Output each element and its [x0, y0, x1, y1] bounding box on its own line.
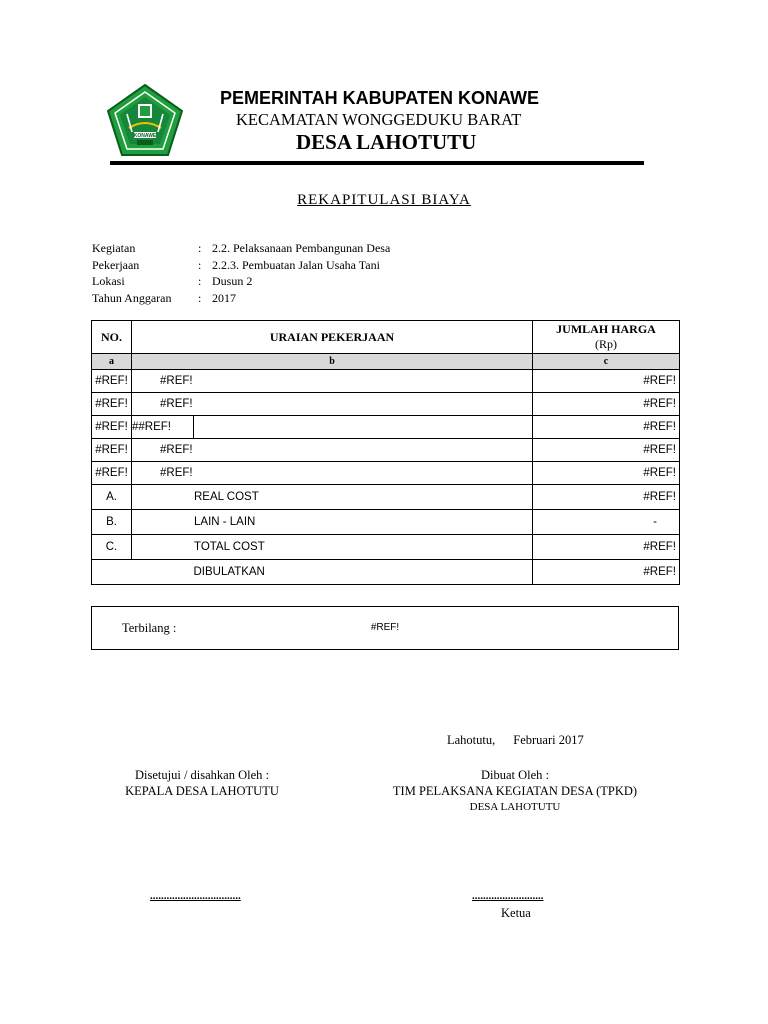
- summary-price: #REF!: [533, 535, 680, 560]
- signature-right-caption: Dibuat Oleh :: [480, 768, 550, 782]
- info-label: Tahun Anggaran: [92, 290, 172, 305]
- header-government: PEMERINTAH KABUPATEN KONAWE: [220, 88, 539, 108]
- info-row-pekerjaan: [92, 257, 390, 274]
- row-price: #REF!: [533, 462, 680, 485]
- signature-right-subtitle: DESA LAHOTUTU: [469, 801, 561, 813]
- info-separator: :: [198, 274, 202, 288]
- konawe-logo: [107, 84, 183, 156]
- letter-c: c: [533, 354, 680, 370]
- summary-price: #REF!: [533, 485, 680, 510]
- table-row: [92, 462, 680, 485]
- letter-a: a: [92, 354, 132, 370]
- row-price: #REF!: [533, 439, 680, 462]
- terbilang-box: [91, 606, 679, 650]
- summary-row-lain-lain: [92, 510, 680, 535]
- logo-text: KONAWE: [133, 133, 157, 139]
- info-block: [92, 240, 390, 306]
- header-description: URAIAN PEKERJAAN: [132, 321, 533, 354]
- info-row-tahun: [92, 290, 390, 307]
- terbilang-label: Terbilang :: [122, 621, 177, 635]
- table-row: [92, 393, 680, 416]
- signature-date: [447, 733, 584, 748]
- row-description: ##REF!: [132, 416, 194, 439]
- header-district: KECAMATAN WONGGEDUKU BARAT: [236, 110, 522, 129]
- row-no: #REF!: [92, 439, 132, 462]
- document-title-text: REKAPITULASI BIAYA: [297, 192, 471, 208]
- summary-row-total-cost: [92, 535, 680, 560]
- info-value: 2.2. Pelaksanaan Pembangunan Desa: [212, 241, 391, 255]
- info-label: Kegiatan: [92, 241, 136, 255]
- signature-left: [108, 767, 296, 799]
- header-village: DESA LAHOTUTU: [296, 130, 477, 154]
- signature-left-title: KEPALA DESA LAHOTUTU: [125, 784, 279, 798]
- info-separator: :: [198, 257, 202, 272]
- row-description: #REF!: [132, 439, 533, 462]
- signature-place: Lahotutu,: [447, 733, 496, 747]
- header-no: NO.: [92, 321, 132, 354]
- summary-price: -: [533, 510, 680, 535]
- row-no: #REF!: [92, 462, 132, 485]
- summary-description: REAL COST: [132, 485, 533, 510]
- header-price-label: JUMLAH HARGA: [556, 322, 656, 336]
- info-row-lokasi: [92, 273, 390, 290]
- summary-row-dibulatkan: [92, 560, 680, 585]
- summary-description: DIBULATKAN: [132, 560, 533, 585]
- signature-right: [380, 767, 650, 815]
- summary-price: #REF!: [533, 560, 680, 585]
- info-label: Pekerjaan: [92, 257, 140, 272]
- row-no: #REF!: [92, 393, 132, 416]
- summary-no: A.: [92, 485, 132, 510]
- info-value: Dusun 2: [212, 274, 253, 288]
- header-price-unit: (Rp): [595, 337, 617, 351]
- cost-table: [91, 320, 680, 585]
- info-value: 2.2.3. Pembuatan Jalan Usaha Tani: [212, 257, 380, 272]
- signature-right-line: ..........................: [472, 890, 544, 902]
- signature-left-caption: Disetujui / disahkan Oleh :: [134, 768, 269, 782]
- row-no: #REF!: [92, 370, 132, 393]
- table-header-row: [92, 321, 680, 354]
- summary-description: LAIN - LAIN: [132, 510, 533, 535]
- info-row-kegiatan: [92, 240, 390, 257]
- row-price: #REF!: [533, 370, 680, 393]
- info-separator: :: [198, 241, 202, 255]
- row-description: #REF!: [132, 393, 533, 416]
- summary-no: B.: [92, 510, 132, 535]
- row-price: #REF!: [533, 393, 680, 416]
- document-title: [0, 192, 768, 209]
- table-letter-row: [92, 354, 680, 370]
- table-row: [92, 439, 680, 462]
- row-no: #REF!: [92, 416, 132, 439]
- signature-right-role: Ketua: [501, 906, 531, 920]
- signature-right-title: TIM PELAKSANA KEGIATAN DESA (TPKD): [392, 784, 638, 798]
- row-description: #REF!: [132, 462, 533, 485]
- letter-b: b: [132, 354, 533, 370]
- info-separator: :: [198, 290, 202, 305]
- summary-description: TOTAL COST: [132, 535, 533, 560]
- info-value: 2017: [212, 290, 236, 305]
- row-description: #REF!: [132, 370, 533, 393]
- row-empty-cell: [194, 416, 533, 439]
- summary-row-real-cost: [92, 485, 680, 510]
- signature-left-line: .................................: [150, 890, 241, 902]
- header-rule: [110, 161, 644, 165]
- table-row: [92, 370, 680, 393]
- header-price: [533, 321, 680, 354]
- summary-no: C.: [92, 535, 132, 560]
- signature-month: Februari 2017: [513, 733, 584, 747]
- row-price: #REF!: [533, 416, 680, 439]
- terbilang-value: #REF!: [370, 622, 400, 633]
- info-label: Lokasi: [92, 274, 125, 288]
- summary-no: [92, 560, 132, 585]
- table-row: [92, 416, 680, 439]
